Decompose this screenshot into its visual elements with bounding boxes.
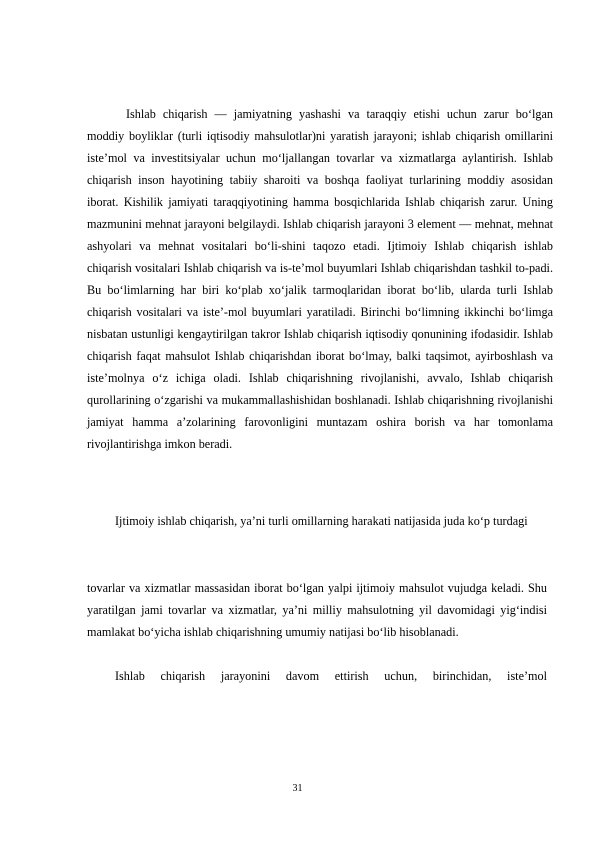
paragraph-social-production: Ijtimoiy ishlab chiqarish, ya’ni turli omillarning harakati natijasida juda ko‘p turdagi [115,514,528,528]
paragraph-gross-product: tovarlar va xizmatlar massasidan iborat bo‘lgan yalpi ijtimoiy mahsulot vujudga keladi. Shu yaratilgan jami tovarlar va xizmatlar, ya’ni milliy mahsulotning yil davomidagi yig‘indisi mamlakat bo‘yicha ishlab chiqarishning umumiy natijasi bo‘lib hisoblanadi. [87,581,547,639]
page-number: 31 [292,783,303,794]
paragraph-production-definition: Ishlab chiqarish — jamiyatning yashashi va taraqqiy etishi uchun zarur bo‘lgan moddiy boyliklar (turli iqtisodiy mahsulotlar)ni yaratish jarayoni; ishlab chiqarish omillarini iste’mol va investitsiyalar uchun mo‘ljallangan tovarlar va xizmatlarga aylantirish. Ishlab chiqarish inson hayotining tabiiy sharoiti va boshqa faoliyat turlarining moddiy asosidan iborat. Kishilik jamiyati taraqqiyotining hamma bosqichlarida Ishlab chiqarish zarur. Uning mazmunini mehnat jarayoni belgilaydi. Ishlab chiqarish jarayoni 3 element — mehnat, mehnat ashyolari va mehnat vositalari bo‘li-shini taqozo etadi. Ijtimoiy Ishlab chiqarish ishlab chiqarish vositalari Ishlab chiqarish va is-te’mol buyumlari Ishlab chiqarishdan tashkil to-padi. Bu bo‘limlarning har biri ko‘plab xo‘jalik tarmoqlaridan iborat bo‘lib, ularda turli Ishlab chiqarish vositalari va iste’-mol buyumlari yaratiladi. Birinchi bo‘limning ikkinchi bo‘limga nisbatan ustunligi kengaytirilgan takror Ishlab chiqarish iqtisodiy qonunining ifodasidir. Ishlab chiqarish faqat mahsulot Ishlab chiqarishdan iborat bo‘lmay, balki taqsimot, ayirboshlash va iste’molnya o‘z ichiga oladi. Ishlab chiqarishning rivojlanishi, avvalo, Ishlab chiqarish qurollarining o‘zgarishi va mukammallashishidan boshlanadi. Ishlab chiqarishning rivojlanishi jamiyat hamma a’zolarining farovonligini muntazam oshira borish va har tomonlama rivojlantirishga imkon beradi. [87,107,553,451]
paragraph-continuation: Ishlab chiqarish jarayonini davom ettirish uchun, birinchidan, iste’mol [115,669,547,683]
